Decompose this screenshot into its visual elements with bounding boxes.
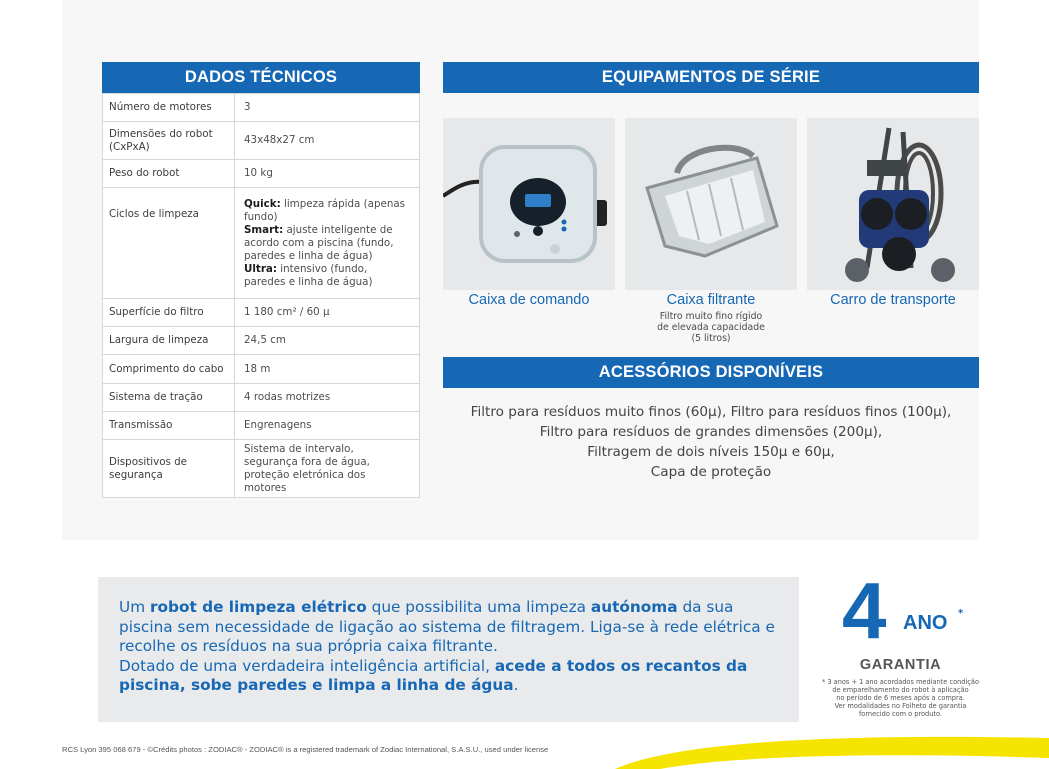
table-row [103,160,420,188]
table-row [103,299,420,327]
cleaning-cycles-value [235,188,420,299]
spec-label: Largura de limpeza [103,327,235,355]
table-row [103,384,420,412]
spec-label: Superfície do filtro [103,299,235,327]
warranty-unit: ANO [903,612,948,634]
yellow-swoosh-decoration [600,730,1049,769]
spec-value: Engrenagens [235,412,420,440]
transport-cart-caption: Carro de transporte [830,292,956,308]
cycle-smart-name: Smart: [244,223,284,236]
spec-label: Dimensões do robot (CxPxA) [103,122,235,160]
spec-value: 10 kg [235,160,420,188]
warranty-badge [808,566,993,730]
filter-box-subtitle: Filtro muito fino rígido de elevada capacidade (5 litros) [657,311,765,344]
transport-cart-photo [807,118,979,290]
table-row [103,122,420,160]
accessories-title: ACESSÓRIOS DISPONÍVEIS [443,357,979,388]
description-part: . [513,676,519,695]
table-row [103,355,420,384]
description-highlight: acede a todos os recantos da piscina, sobe paredes e limpa a linha de água [119,656,748,695]
technical-data-section [102,62,420,498]
spec-label: Dispositivos de segurança [103,440,235,498]
warranty-footnote: * 3 anos + 1 ano acordados mediante condição de emparelhamento do robot à aplicação no período de 6 meses após a compra. Ver modalidades no Folheto de garantia fornecido com o produto. [821,678,979,718]
cycle-ultra-text: intensivo (fundo, paredes e linha de água) [244,262,373,288]
description-text [119,598,789,696]
table-row [103,440,420,498]
table-row [103,94,420,122]
spec-value: 43x48x27 cm [235,122,420,160]
spec-label: Peso do robot [103,160,235,188]
description-highlight: autónoma [590,598,678,616]
warranty-years: 4 [842,566,887,655]
filter-box-photo [625,118,797,290]
standard-equipment-section [443,62,979,344]
cycle-quick-name: Quick: [244,197,281,210]
control-box-caption: Caixa de comando [468,292,590,308]
accessories-section [443,357,979,482]
spec-label: Ciclos de limpeza [103,188,235,299]
spec-label: Comprimento do cabo [103,355,235,384]
technical-data-table [102,93,420,498]
description-part: da sua piscina sem necessidade de ligação ao sistema de filtragem. Liga-se à rede elétrica e recolhe os resíduos na sua própria caixa filtrante. [119,598,775,656]
technical-data-title: DADOS TÉCNICOS [102,62,420,93]
spec-label: Transmissão [103,412,235,440]
filter-box-caption: Caixa filtrante [666,292,756,308]
cycle-ultra-name: Ultra: [244,262,277,275]
legal-footer: RCS Lyon 395 068 679 - ©Crédits photos : ZODIAC® - ZODIAC® is a registered trademark of Zodiac International, S.A.S.U., used under license [62,745,549,754]
description-box [98,577,799,722]
spec-label: Sistema de tração [103,384,235,412]
table-row [103,327,420,355]
spec-label: Número de motores [103,94,235,122]
warranty-label: GARANTIA [859,657,942,673]
description-part: Dotado de uma verdadeira inteligência artificial, [119,656,495,675]
spec-value: Sistema de intervalo, segurança fora de água, proteção eletrónica dos motores [235,440,420,498]
spec-value: 4 rodas motrizes [235,384,420,412]
spec-value: 3 [235,94,420,122]
control-box-photo [443,118,615,290]
table-row [103,188,420,299]
standard-equipment-title: EQUIPAMENTOS DE SÉRIE [443,62,979,93]
spec-value: 24,5 cm [235,327,420,355]
accessories-list: Filtro para resíduos muito finos (60µ), Filtro para resíduos finos (100µ), Filtro para resíduos de grandes dimensões (200µ), Filtragem de dois níveis 150µ e 60µ, Capa de proteção [470,404,952,480]
description-highlight: robot de limpeza elétrico [149,598,367,616]
cycle-smart-text: ajuste inteligente de acordo com a piscina (fundo, paredes e linha de água) [244,223,394,262]
table-row [103,412,420,440]
cycle-quick-text: limpeza rápida (apenas fundo) [244,197,406,223]
spec-value: 1 180 cm² / 60 µ [235,299,420,327]
warranty-asterisk: * [958,608,964,619]
description-part: Um [119,598,150,616]
spec-value: 18 m [235,355,420,384]
description-part: que possibilita uma limpeza [366,598,591,616]
